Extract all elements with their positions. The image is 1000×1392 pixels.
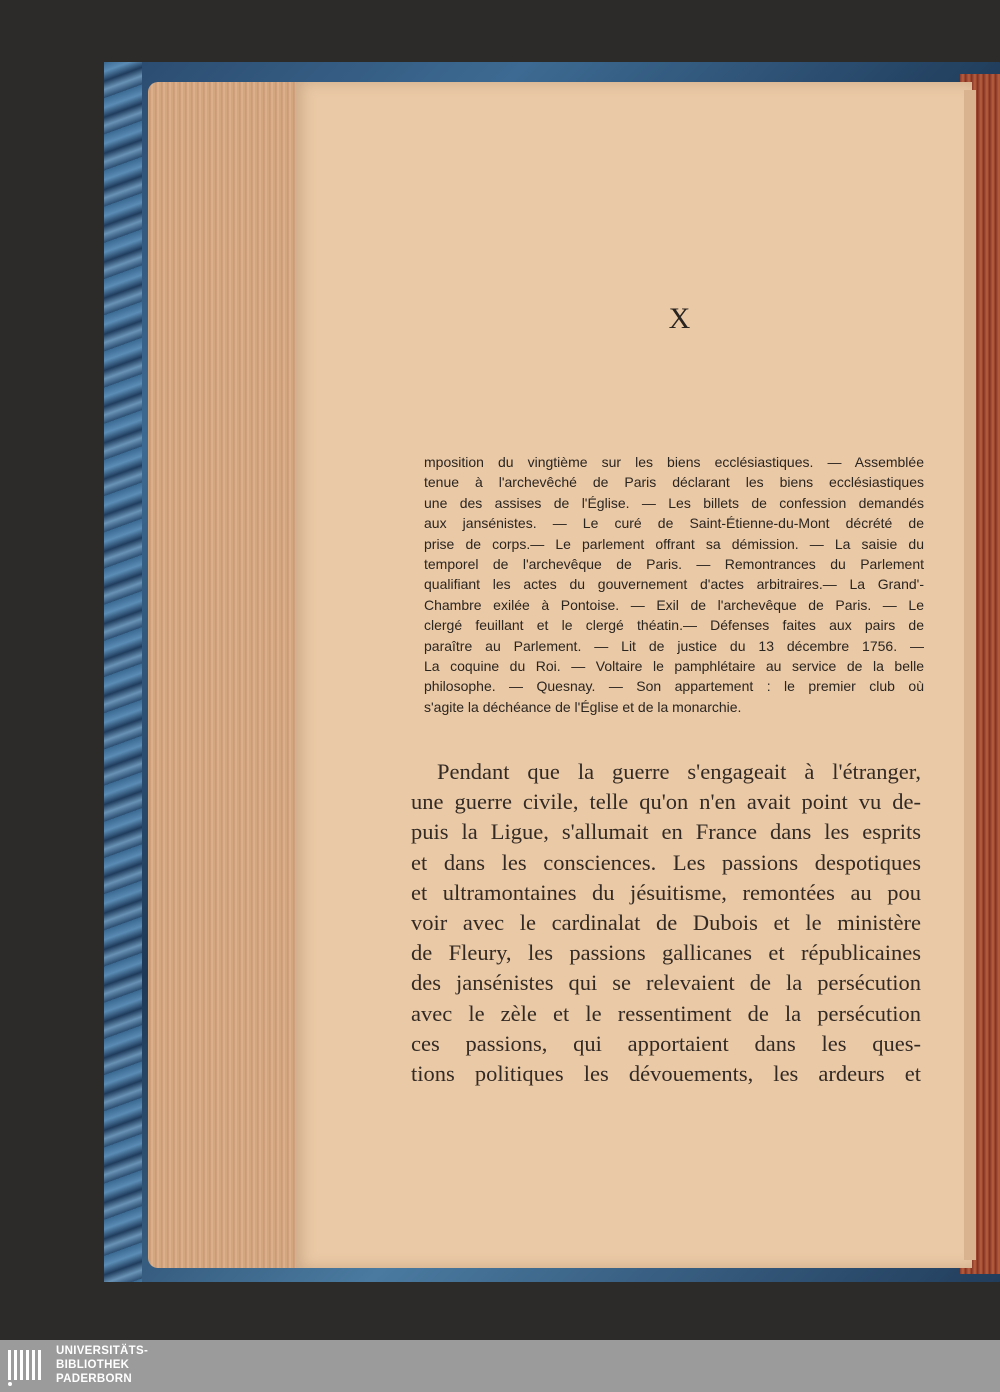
body-line: ces passions, qui apportaient dans les ques-: [411, 1030, 921, 1056]
page-stack-edge: [148, 82, 298, 1268]
summary-line: La coquine du Roi. — Voltaire le pamphlétaire au service de la belle: [424, 658, 924, 675]
summary-line: aux jansénistes. — Le curé de Saint-Étienne-du-Mont décrété de: [424, 515, 924, 532]
library-name-line: BIBLIOTHEK: [56, 1359, 130, 1371]
library-name: [56, 1344, 148, 1386]
summary-line: s'agite la déchéance de l'Église et de la monarchie.: [424, 698, 742, 715]
library-logo-icon: [6, 1346, 46, 1386]
chapter-summary: [424, 452, 924, 717]
summary-line: tenue à l'archevêché de Paris déclarant les biens ecclésiastiques: [424, 474, 924, 491]
next-page-sliver: [964, 90, 976, 1260]
body-paragraph: [411, 757, 921, 1089]
body-line: tions politiques les dévouements, les ardeurs et: [411, 1061, 921, 1087]
body-line: voir avec le cardinalat de Dubois et le ministère: [411, 910, 921, 936]
library-footer: [0, 1340, 1000, 1392]
body-line: une guerre civile, telle qu'on n'en avait point vu de-: [411, 789, 921, 815]
library-name-line: UNIVERSITÄTS-: [56, 1345, 149, 1357]
chapter-number: X: [668, 302, 692, 335]
body-line: des jansénistes qui se relevaient de la persécution: [411, 970, 921, 996]
summary-line: mposition du vingtième sur les biens ecclésiastiques. — Assemblée: [424, 454, 924, 470]
body-line: de Fleury, les passions gallicanes et républicaines: [411, 940, 921, 966]
body-line: Pendant que la guerre s'engageait à l'étranger,: [437, 759, 921, 784]
body-line: avec le zèle et le ressentiment de la persécution: [411, 1000, 921, 1026]
library-name-line: PADERBORN: [56, 1373, 132, 1385]
summary-line: Chambre exilée à Pontoise. — Exil de l'archevêque de Paris. — Le: [424, 596, 924, 613]
summary-line: temporel de l'archevêque de Paris. — Remontrances du Parlement: [424, 556, 924, 573]
summary-line: prise de corps.— Le parlement offrant sa démission. — La saisie du: [424, 535, 924, 552]
body-line: et dans les consciences. Les passions despotiques: [411, 849, 921, 875]
summary-line: une des assises de l'Église. — Les billets de confession demandés: [424, 494, 924, 511]
summary-line: philosophe. — Quesnay. — Son appartement : le premier club où: [424, 678, 924, 695]
summary-line: clergé feuillant et le clergé théatin.— Défenses faites aux pairs de: [424, 617, 924, 634]
body-line: puis la Ligue, s'allumait en France dans les esprits: [411, 819, 921, 845]
marbled-cover-edge: [104, 62, 142, 1282]
summary-line: paraître au Parlement. — Lit de justice du 13 décembre 1756. —: [424, 637, 924, 654]
summary-line: qualifiant les actes du gouvernement d'actes arbitraires.— La Grand'-: [424, 576, 924, 593]
body-line: et ultramontaines du jésuitisme, remontées au pou: [411, 879, 921, 905]
